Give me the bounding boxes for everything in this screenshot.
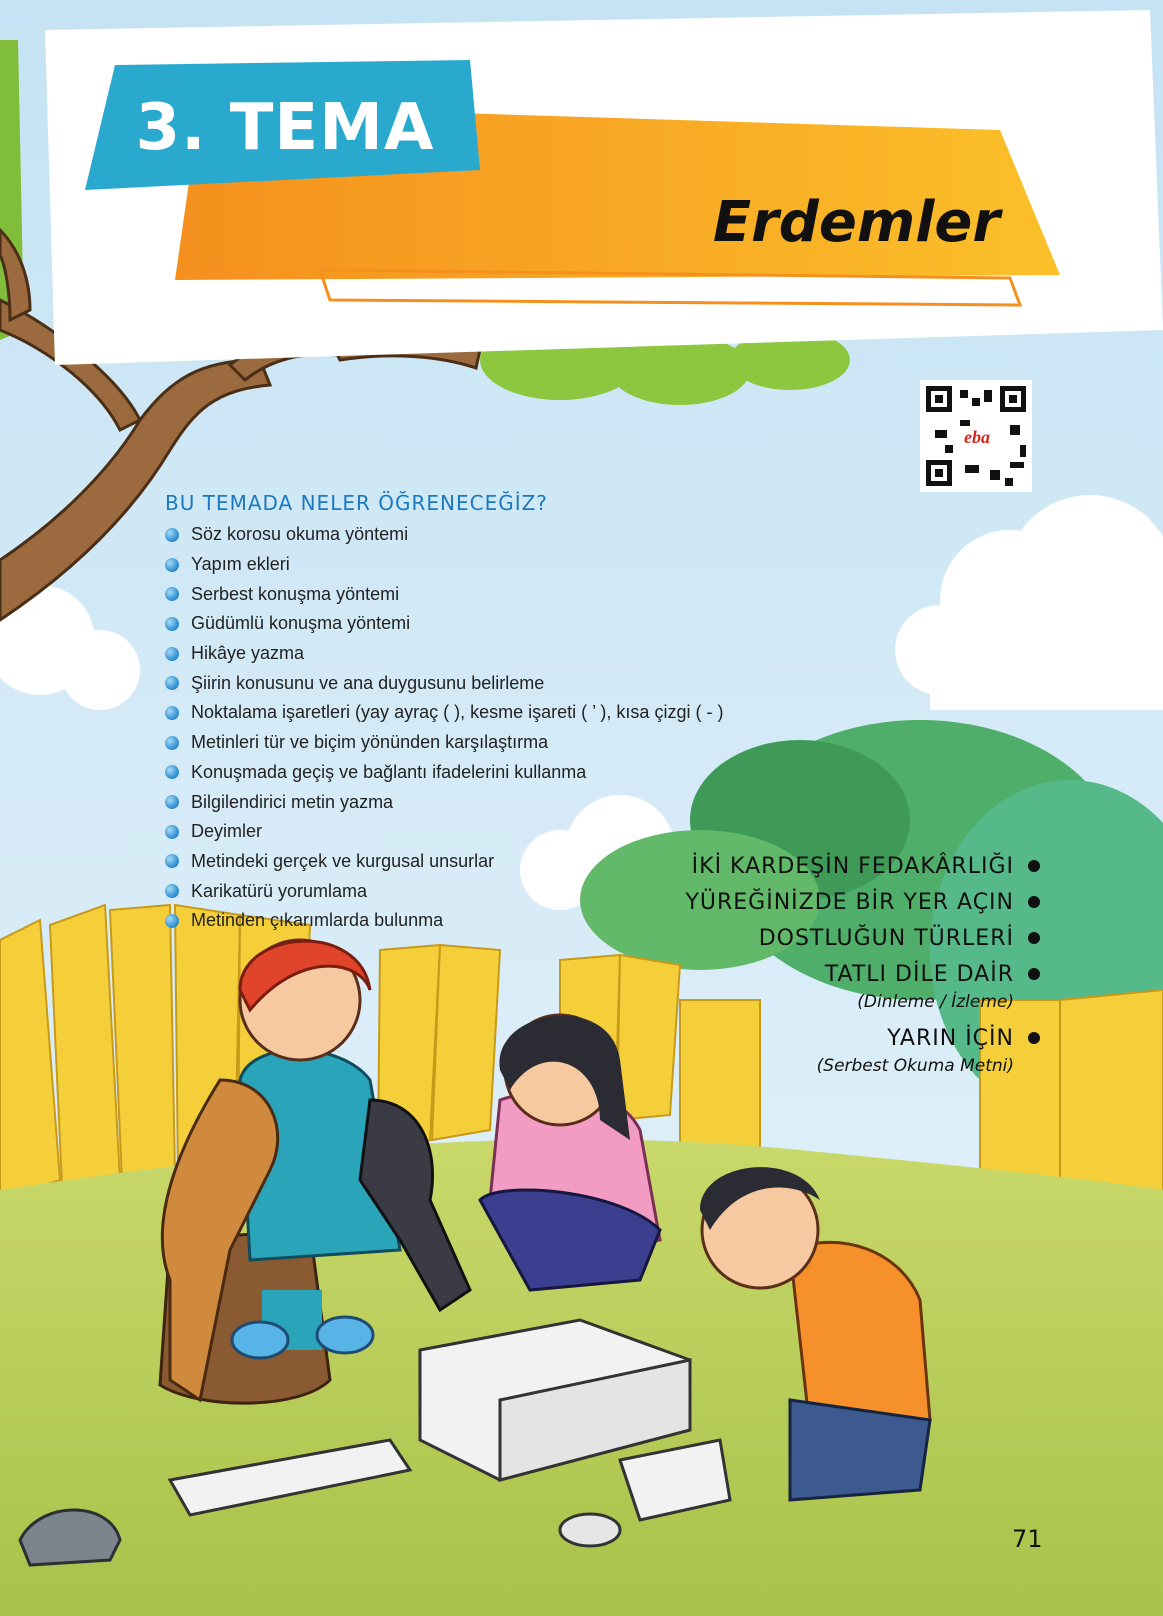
list-item: Bilgilendirici metin yazma: [165, 787, 723, 817]
list-item: Konuşmada geçiş ve bağlantı ifadelerini kullanma: [165, 758, 723, 788]
bullet-icon: [165, 676, 179, 690]
list-item: Şiirin konusunu ve ana duygusunu belirleme: [165, 668, 723, 698]
list-item: Güdümlü konuşma yöntemi: [165, 609, 723, 639]
learn-section-title: BU TEMADA NELER ÖĞRENECEĞİZ?: [165, 491, 548, 515]
dot-icon: [1028, 932, 1040, 944]
bullet-icon: [165, 854, 179, 868]
qr-logo-text: eba: [964, 427, 990, 447]
story-item: TATLI DİLE DAİR: [640, 956, 1040, 992]
story-subtitle: (Dinleme / İzleme): [857, 992, 1014, 1012]
bullet-icon: [165, 765, 179, 779]
bullet-icon: [165, 825, 179, 839]
list-item: Metinden çıkarımlarda bulunma: [165, 906, 723, 936]
qr-code: [920, 380, 1032, 492]
dot-icon: [1028, 1032, 1040, 1044]
dot-icon: [1028, 896, 1040, 908]
bullet-icon: [165, 617, 179, 631]
list-item: Söz korosu okuma yöntemi: [165, 520, 723, 550]
tape-roll: [560, 1514, 620, 1546]
bullet-icon: [165, 736, 179, 750]
dot-icon: [1028, 968, 1040, 980]
list-item: Noktalama işaretleri (yay ayraç ( ), kesme işareti ( ’ ), kısa çizgi ( - ): [165, 698, 723, 728]
bullet-icon: [165, 587, 179, 601]
story-item: YÜREĞİNİZDE BİR YER AÇIN: [640, 884, 1040, 920]
list-item: Yapım ekleri: [165, 550, 723, 580]
list-item: Metinleri tür ve biçim yönünden karşılaştırma: [165, 728, 723, 758]
bullet-icon: [165, 914, 179, 928]
theme-number: 3. TEMA: [135, 90, 435, 165]
bullet-icon: [165, 706, 179, 720]
list-item: Deyimler: [165, 817, 723, 847]
list-item: Hikâye yazma: [165, 639, 723, 669]
story-item: YARIN İÇİN: [640, 1020, 1040, 1056]
story-list: [640, 848, 1040, 1084]
bullet-icon: [165, 795, 179, 809]
list-item: Metindeki gerçek ve kurgusal unsurlar: [165, 847, 723, 877]
bullet-icon: [165, 558, 179, 572]
bullet-icon: [165, 647, 179, 661]
theme-title: Erdemler: [712, 190, 1000, 255]
story-item: DOSTLUĞUN TÜRLERİ: [640, 920, 1040, 956]
dot-icon: [1028, 860, 1040, 872]
bullet-icon: [165, 884, 179, 898]
story-subtitle: (Serbest Okuma Metni): [816, 1056, 1014, 1076]
page-number: 71: [1012, 1525, 1043, 1553]
bullet-icon: [165, 528, 179, 542]
list-item: Karikatürü yorumlama: [165, 876, 723, 906]
list-item: Serbest konuşma yöntemi: [165, 579, 723, 609]
story-item: İKİ KARDEŞİN FEDAKÂRLIĞI: [640, 848, 1040, 884]
